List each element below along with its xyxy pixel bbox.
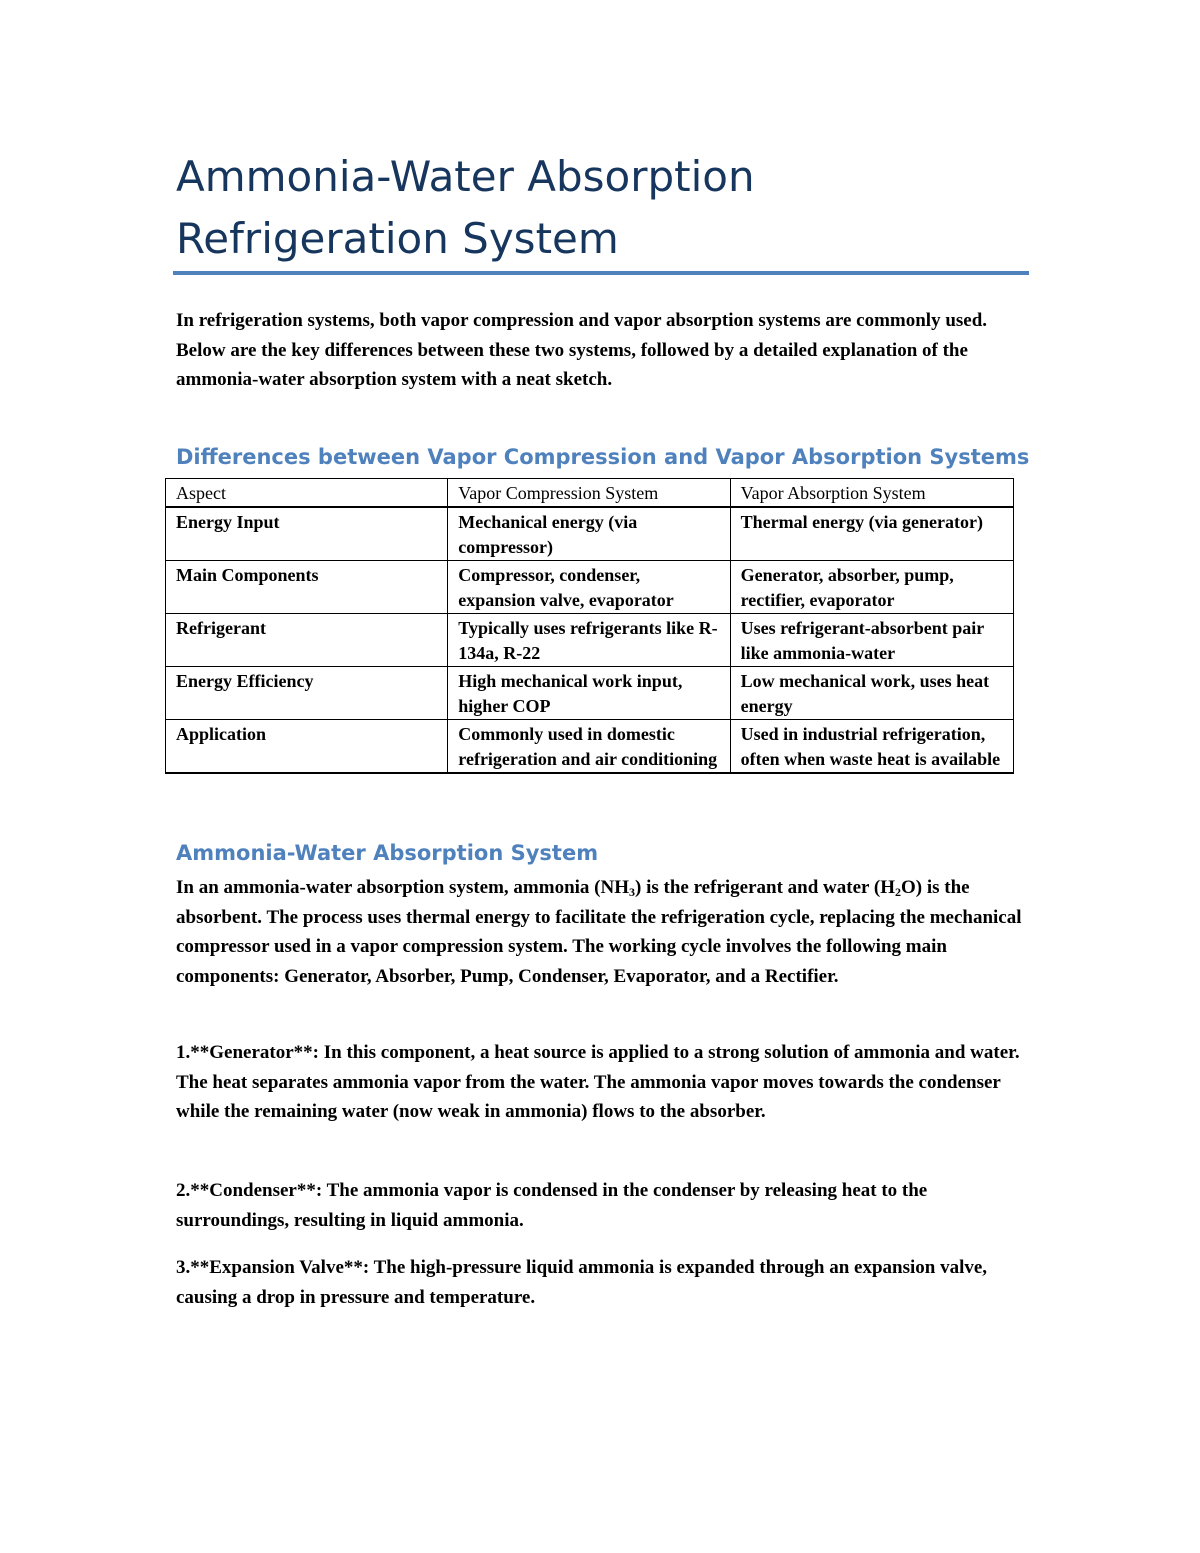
table-cell: Commonly used in domestic refrigeration and air conditioning bbox=[448, 720, 730, 774]
table-cell: Uses refrigerant-absorbent pair like ammonia-water bbox=[730, 614, 1013, 667]
table-header-cell: Vapor Compression System bbox=[448, 479, 730, 508]
table-cell: Main Components bbox=[166, 561, 448, 614]
ammonia-intro-paragraph bbox=[176, 873, 1026, 991]
table-cell: Used in industrial refrigeration, often when waste heat is available bbox=[730, 720, 1013, 774]
table-row bbox=[166, 667, 1014, 720]
ammonia-intro-text: In an ammonia-water absorption system, ammonia (NH bbox=[176, 877, 630, 898]
list-item-expansion-valve: 3.**Expansion Valve**: The high-pressure liquid ammonia is expanded through an expansion valve, causing a drop in pressure and temperature. bbox=[176, 1257, 988, 1308]
table-cell: Generator, absorber, pump, rectifier, evaporator bbox=[730, 561, 1013, 614]
intro-paragraph: In refrigeration systems, both vapor compression and vapor absorption systems are commonly used. Below are the key differences between these two systems, followed by a detailed explanation of the ammonia-water absorption system with a neat sketch. bbox=[176, 310, 988, 390]
table-header-cell: Vapor Absorption System bbox=[730, 479, 1013, 508]
ammonia-subscript: 3 bbox=[629, 885, 636, 899]
differences-table bbox=[165, 478, 1014, 774]
table-cell: Energy Efficiency bbox=[166, 667, 448, 720]
table-cell: Compressor, condenser, expansion valve, evaporator bbox=[448, 561, 730, 614]
table-row bbox=[166, 720, 1014, 774]
list-item-condenser: 2.**Condenser**: The ammonia vapor is condensed in the condenser by releasing heat to the surroundings, resulting in liquid ammonia. bbox=[176, 1180, 928, 1231]
table-cell: High mechanical work input, higher COP bbox=[448, 667, 730, 720]
title-divider bbox=[173, 271, 1029, 275]
table-cell: Low mechanical work, uses heat energy bbox=[730, 667, 1013, 720]
ammonia-system-heading: Ammonia-Water Absorption System bbox=[176, 841, 599, 865]
list-item-generator: 1.**Generator**: In this component, a heat source is applied to a strong solution of ammonia and water. The heat separates ammonia vapor from the water. The ammonia vapor moves towards the condenser while the remaining water (now weak in ammonia) flows to the absorber. bbox=[176, 1042, 1020, 1122]
table-cell: Typically uses refrigerants like R-134a, R-22 bbox=[448, 614, 730, 667]
table-header-row bbox=[166, 479, 1014, 508]
differences-heading: Differences between Vapor Compression and Vapor Absorption Systems bbox=[176, 445, 1030, 469]
table-header-cell: Aspect bbox=[166, 479, 448, 508]
water-subscript: 2 bbox=[894, 885, 901, 899]
ammonia-intro-text: ) is the refrigerant and water (H bbox=[635, 877, 895, 898]
table-cell: Refrigerant bbox=[166, 614, 448, 667]
table-row bbox=[166, 614, 1014, 667]
table-row bbox=[166, 561, 1014, 614]
table-cell: Mechanical energy (via compressor) bbox=[448, 507, 730, 561]
table-row bbox=[166, 507, 1014, 561]
table-cell: Energy Input bbox=[166, 507, 448, 561]
page-title: Ammonia-Water Absorption Refrigeration System bbox=[176, 152, 755, 263]
table-cell: Thermal energy (via generator) bbox=[730, 507, 1013, 561]
table-cell: Application bbox=[166, 720, 448, 774]
ammonia-intro-text: O) is the absorbent. The process uses thermal energy to facilitate the refrigeration cycle, replacing the mechanical compressor used in a vapor compression system. The working cycle involves the following main components: Generator, Absorber, Pump, Condenser, Evaporator, and a Rectifier. bbox=[176, 877, 1022, 987]
